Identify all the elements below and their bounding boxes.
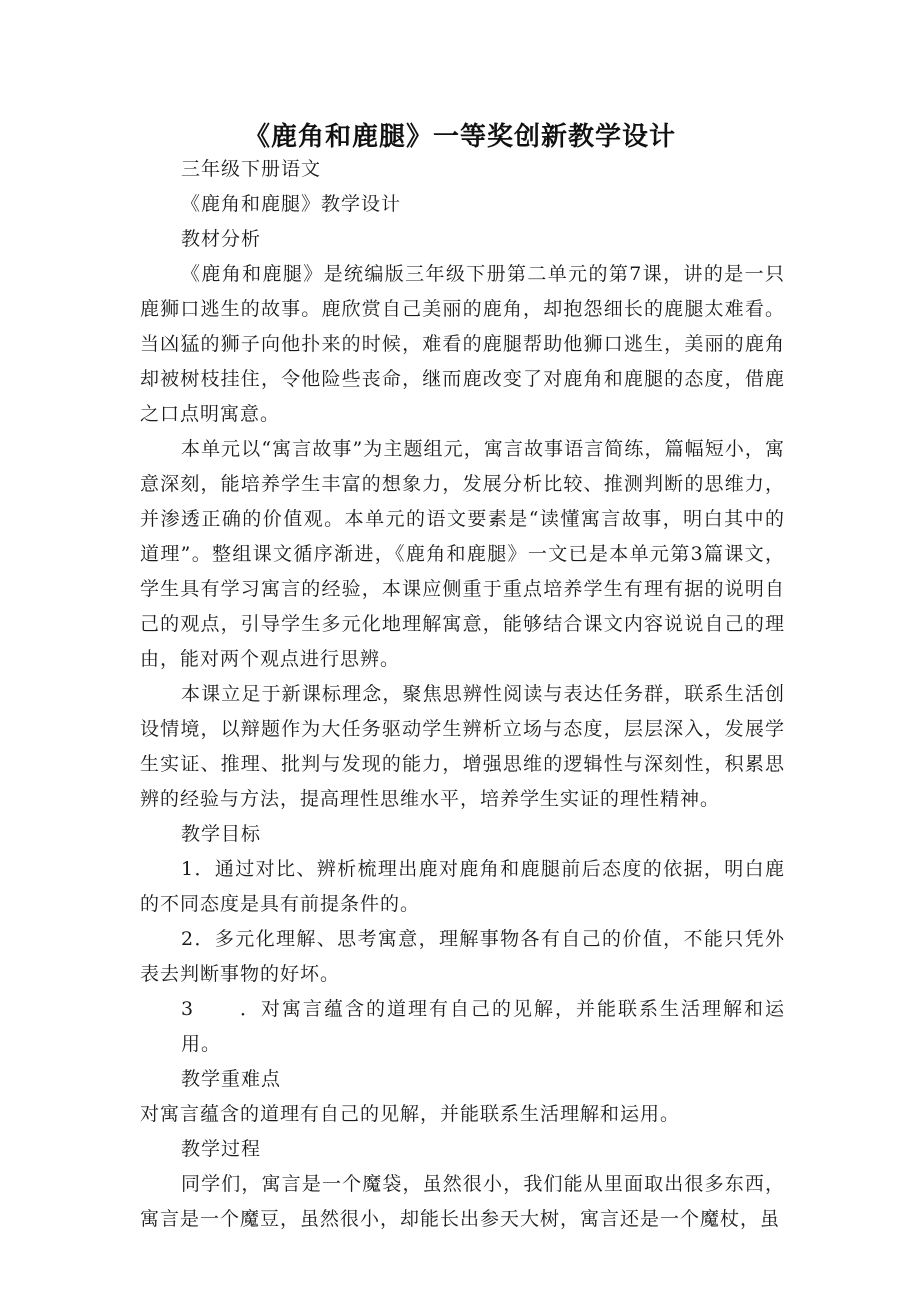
goal-item-2: 2．多元化理解、思考寓意，理解事物各有自己的价值，不能只凭外表去判断事物的好坏。	[140, 928, 785, 985]
goal-item-3-text: ．对寓言蕴含的道理有自己的见解，并能联系生活理解和运用。	[181, 998, 785, 1055]
goal-item-3-number: 3	[181, 998, 195, 1020]
paragraph-difficulty: 对寓言蕴含的道理有自己的见解，并能联系生活理解和运用。	[140, 1103, 681, 1125]
sub-title: 《鹿角和鹿腿》教学设计	[181, 193, 402, 215]
document-body	[140, 152, 785, 1237]
goal-item-3	[140, 992, 785, 1062]
paragraph-material-2: 本单元以“寓言故事”为主题组元，寓言故事语言简练，篇幅短小，寓意深刻，能培养学生丰富的想象力，发展分析比较、推测判断的思维力，并渗透正确的价值观。本单元的语文要素是“读懂寓言故事，明白其中的道理”。整组课文循序渐进，《鹿角和鹿腿》一文已是本单元第3篇课文，学生具有学习寓言的经验，本课应侧重于重点培养学生有理有据的说明自己的观点，引导学生多元化地理解寓意，能够结合课文内容说说自己的理由，能对两个观点进行思辨。	[140, 438, 785, 670]
paragraph-process: 同学们，寓言是一个魔袋，虽然很小，我们能从里面取出很多东西，寓言是一个魔豆，虽然很小，却能长出参天大树，寓言还是一个魔杖，虽	[140, 1173, 785, 1230]
section-heading-difficulty: 教学重难点	[181, 1068, 282, 1090]
section-heading-goals: 教学目标	[181, 823, 262, 845]
goal-item-1: 1．通过对比、辨析梳理出鹿对鹿角和鹿腿前后态度的依据，明白鹿的不同态度是具有前提条件的。	[140, 858, 785, 915]
grade-line: 三年级下册语文	[181, 158, 322, 180]
paragraph-material-3: 本课立足于新课标理念，聚焦思辨性阅读与表达任务群，联系生活创设情境，以辩题作为大任务驱动学生辨析立场与态度，层层深入，发展学生实证、推理、批判与发现的能力，增强思维的逻辑性与深刻性，积累思辨的经验与方法，提高理性思维水平，培养学生实证的理性精神。	[140, 683, 785, 810]
document-title: 《鹿角和鹿腿》一等奖创新教学设计	[243, 122, 676, 152]
section-heading-process: 教学过程	[181, 1138, 262, 1160]
paragraph-material-1: 《鹿角和鹿腿》是统编版三年级下册第二单元的第7课，讲的是一只鹿狮口逃生的故事。鹿欣赏自己美丽的鹿角，却抱怨细长的鹿腿太难看。当凶猛的狮子向他扑来的时候，难看的鹿腿帮助他狮口逃生，美丽的鹿角却被树枝挂住，令他险些丧命，继而鹿改变了对鹿角和鹿腿的态度，借鹿之口点明寓意。	[140, 263, 785, 425]
section-heading-material: 教材分析	[181, 228, 262, 250]
